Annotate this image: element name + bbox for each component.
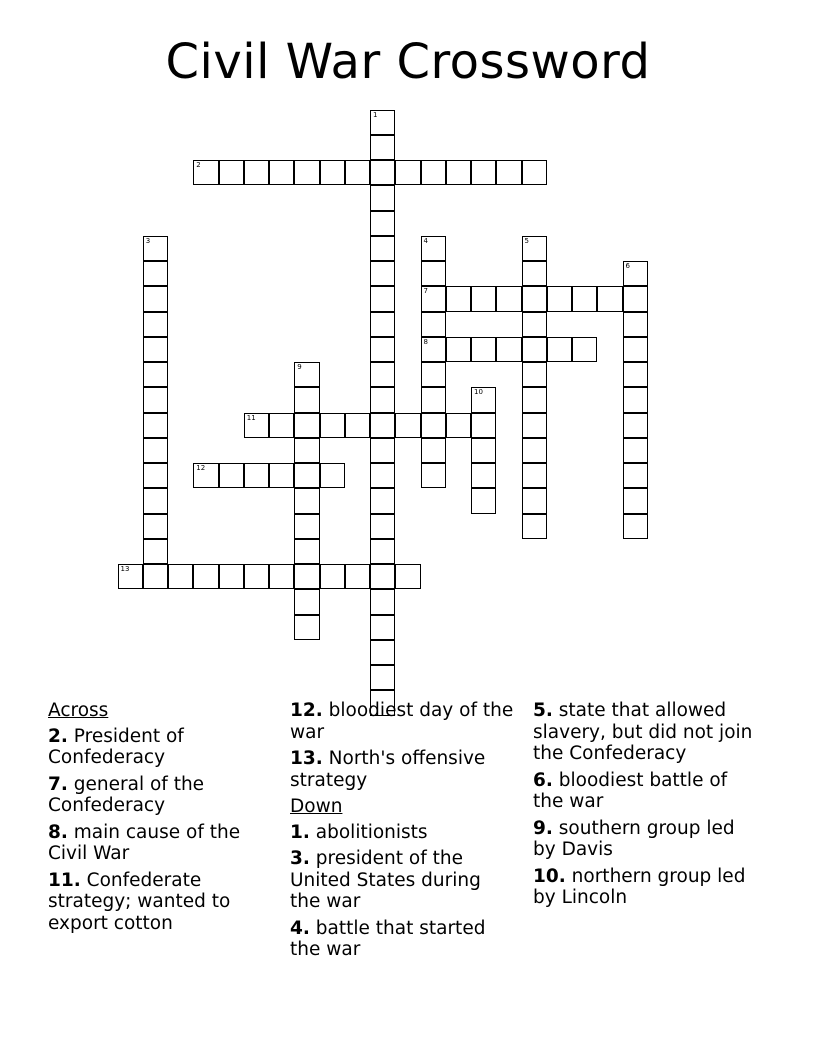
grid-cell[interactable] (446, 337, 471, 362)
grid-cell[interactable] (522, 261, 547, 286)
grid-cell[interactable] (421, 286, 446, 311)
clues-column-2 (290, 700, 515, 966)
grid-cell[interactable] (522, 438, 547, 463)
grid-cell[interactable] (446, 160, 471, 185)
grid-cell[interactable] (143, 539, 168, 564)
grid-cell[interactable] (395, 564, 420, 589)
grid-cell[interactable] (421, 463, 446, 488)
grid-cell[interactable] (143, 564, 168, 589)
grid-cell[interactable] (522, 160, 547, 185)
grid-cell[interactable] (522, 514, 547, 539)
grid-cell[interactable] (294, 463, 319, 488)
grid-cell[interactable] (623, 337, 648, 362)
cell-number: 9 (297, 363, 302, 371)
cell-number: 2 (196, 161, 201, 169)
cell-number: 7 (423, 287, 428, 296)
clue-across-11 (48, 870, 273, 935)
grid-cell[interactable] (269, 413, 294, 438)
clue-number: 2. (48, 725, 68, 747)
grid-cell[interactable] (522, 236, 547, 261)
grid-cell[interactable] (522, 387, 547, 412)
grid-cell[interactable] (471, 488, 496, 513)
grid-cell[interactable] (471, 438, 496, 463)
grid-cell[interactable] (345, 160, 370, 185)
clue-text: state that allowed slavery, but did not join the Confederacy (533, 700, 753, 764)
grid-cell[interactable] (623, 438, 648, 463)
clue-text: general of the Confederacy (48, 773, 205, 816)
grid-cell[interactable] (471, 413, 496, 438)
clue-text: southern group led by Davis (533, 817, 735, 860)
grid-cell[interactable] (320, 413, 345, 438)
grid-cell[interactable] (143, 261, 168, 286)
clue-across-8 (48, 822, 273, 865)
clue-text: northern group led by Lincoln (533, 865, 746, 908)
grid-cell[interactable] (294, 438, 319, 463)
grid-cell[interactable] (143, 362, 168, 387)
clue-number: 9. (533, 817, 553, 839)
grid-cell[interactable] (471, 160, 496, 185)
grid-cell[interactable] (143, 413, 168, 438)
grid-cell[interactable] (623, 362, 648, 387)
grid-cell[interactable] (471, 286, 496, 311)
grid-cell[interactable] (244, 463, 269, 488)
cell-number: 12 (196, 464, 206, 472)
grid-cell[interactable] (320, 564, 345, 589)
clue-number: 13. (290, 748, 323, 769)
grid-cell[interactable] (294, 488, 319, 513)
clue-down-5 (533, 700, 758, 765)
grid-cell[interactable] (244, 413, 269, 438)
grid-cell[interactable] (522, 413, 547, 438)
grid-cell[interactable] (421, 387, 446, 412)
grid-cell[interactable] (395, 413, 420, 438)
grid-cell[interactable] (522, 286, 547, 311)
clue-text: bloodiest battle of the war (533, 769, 728, 812)
grid-cell[interactable] (421, 337, 446, 362)
grid-cell[interactable] (421, 413, 446, 438)
clue-number: 5. (533, 700, 553, 721)
cell-number: 10 (474, 388, 483, 397)
grid-cell[interactable] (572, 286, 597, 311)
grid-cell[interactable] (547, 337, 572, 362)
cell-number: 4 (423, 236, 428, 245)
grid-cell[interactable] (143, 488, 168, 513)
grid-cell[interactable] (370, 463, 395, 488)
grid-cell[interactable] (421, 236, 446, 261)
clue-down-1 (290, 822, 515, 844)
grid-cell[interactable] (320, 463, 345, 488)
clue-number: 4. (290, 917, 310, 939)
grid-cell[interactable] (370, 337, 395, 362)
grid-cell[interactable] (143, 236, 168, 261)
clue-number: 1. (290, 821, 310, 843)
clue-number: 12. (290, 700, 323, 721)
grid-cell[interactable] (370, 261, 395, 286)
cell-number: 13 (120, 565, 130, 573)
grid-cell[interactable] (143, 286, 168, 311)
clue-text: abolitionists (309, 821, 428, 843)
grid-cell[interactable] (219, 463, 244, 488)
grid-cell[interactable] (118, 564, 143, 589)
clue-number: 8. (48, 821, 68, 843)
grid-cell[interactable] (294, 615, 319, 640)
grid-cell[interactable] (370, 438, 395, 463)
grid-cell[interactable] (345, 564, 370, 589)
grid-cell[interactable] (370, 135, 395, 160)
clues-column-1 (48, 700, 273, 939)
grid-cell[interactable] (446, 413, 471, 438)
grid-cell[interactable] (294, 160, 319, 185)
grid-cell[interactable] (370, 564, 395, 589)
grid-cell[interactable] (370, 312, 395, 337)
grid-cell[interactable] (471, 337, 496, 362)
grid-cell[interactable] (219, 564, 244, 589)
grid-cell[interactable] (193, 160, 218, 185)
clue-number: 11. (48, 869, 81, 891)
grid-cell[interactable] (370, 286, 395, 311)
clue-down-4 (290, 918, 515, 961)
clue-text: North's offensive strategy (290, 748, 486, 791)
down-heading: Down (290, 796, 343, 817)
grid-cell[interactable] (370, 387, 395, 412)
grid-cell[interactable] (370, 488, 395, 513)
grid-cell[interactable] (421, 261, 446, 286)
grid-cell[interactable] (370, 665, 395, 690)
grid-cell[interactable] (572, 337, 597, 362)
clue-across-13 (290, 748, 515, 791)
clue-down-6 (533, 770, 758, 813)
grid-cell[interactable] (446, 286, 471, 311)
cell-number: 5 (524, 236, 529, 245)
grid-cell[interactable] (143, 514, 168, 539)
across-heading: Across (48, 700, 109, 721)
grid-cell[interactable] (143, 337, 168, 362)
grid-cell[interactable] (370, 110, 395, 135)
grid-cell[interactable] (623, 488, 648, 513)
grid-cell[interactable] (547, 286, 572, 311)
grid-cell[interactable] (345, 413, 370, 438)
clue-down-3 (290, 848, 515, 913)
grid-cell[interactable] (294, 362, 319, 387)
grid-cell[interactable] (370, 160, 395, 185)
grid-cell[interactable] (496, 286, 521, 311)
grid-cell[interactable] (496, 337, 521, 362)
grid-cell[interactable] (294, 589, 319, 614)
clue-across-2 (48, 726, 273, 769)
clues-column-3 (533, 700, 758, 914)
grid-cell[interactable] (522, 362, 547, 387)
clue-number: 10. (533, 865, 566, 887)
clue-down-10 (533, 866, 758, 909)
grid-cell[interactable] (370, 362, 395, 387)
grid-cell[interactable] (623, 312, 648, 337)
cell-number: 11 (246, 413, 256, 422)
clue-text: bloodiest day of the war (290, 700, 514, 743)
clue-across-7 (48, 774, 273, 817)
grid-cell[interactable] (421, 362, 446, 387)
grid-cell[interactable] (294, 514, 319, 539)
clue-text: battle that started the war (290, 917, 486, 960)
clue-text: president of the United States during the war (290, 848, 481, 912)
clue-across-12 (290, 700, 515, 743)
grid-cell[interactable] (244, 564, 269, 589)
grid-cell[interactable] (269, 564, 294, 589)
grid-cell[interactable] (269, 463, 294, 488)
clue-down-9 (533, 818, 758, 861)
grid-cell[interactable] (370, 185, 395, 210)
grid-cell[interactable] (143, 463, 168, 488)
grid-cell[interactable] (193, 564, 218, 589)
grid-cell[interactable] (623, 514, 648, 539)
grid-cell[interactable] (219, 160, 244, 185)
grid-cell[interactable] (623, 286, 648, 311)
clue-number: 3. (290, 848, 310, 869)
clue-text: main cause of the Civil War (48, 821, 241, 864)
grid-cell[interactable] (623, 261, 648, 286)
grid-cell[interactable] (370, 539, 395, 564)
grid-cell[interactable] (522, 463, 547, 488)
grid-cell[interactable] (294, 387, 319, 412)
grid-cell[interactable] (193, 463, 218, 488)
grid-cell[interactable] (370, 615, 395, 640)
cell-number: 3 (145, 236, 151, 245)
grid-cell[interactable] (522, 337, 547, 362)
grid-cell[interactable] (496, 160, 521, 185)
grid-cell[interactable] (370, 413, 395, 438)
grid-cell[interactable] (471, 387, 496, 412)
grid-cell[interactable] (269, 160, 294, 185)
clue-text: Confederate strategy; wanted to export cotton (48, 869, 231, 934)
clue-number: 7. (48, 773, 68, 795)
grid-cell[interactable] (623, 463, 648, 488)
page-title: Civil War Crossword (165, 34, 651, 90)
grid-cell[interactable] (623, 387, 648, 412)
clue-text: President of Confederacy (48, 725, 184, 768)
grid-cell[interactable] (294, 564, 319, 589)
grid-cell[interactable] (623, 413, 648, 438)
grid-cell[interactable] (244, 160, 269, 185)
grid-cell[interactable] (370, 589, 395, 614)
grid-cell[interactable] (395, 160, 420, 185)
grid-cell[interactable] (421, 312, 446, 337)
grid-cell[interactable] (143, 438, 168, 463)
cell-number: 6 (625, 262, 630, 270)
grid-cell[interactable] (370, 236, 395, 261)
grid-cell[interactable] (471, 463, 496, 488)
grid-cell[interactable] (294, 539, 319, 564)
grid-cell[interactable] (522, 488, 547, 513)
grid-cell[interactable] (522, 312, 547, 337)
grid-cell[interactable] (370, 640, 395, 665)
grid-cell[interactable] (421, 438, 446, 463)
cell-number: 1 (373, 110, 378, 119)
grid-cell[interactable] (168, 564, 193, 589)
grid-cell[interactable] (421, 160, 446, 185)
grid-cell[interactable] (294, 413, 319, 438)
clue-number: 6. (533, 769, 553, 791)
grid-cell[interactable] (143, 387, 168, 412)
grid-cell[interactable] (143, 312, 168, 337)
grid-cell[interactable] (370, 211, 395, 236)
grid-cell[interactable] (597, 286, 622, 311)
grid-cell[interactable] (320, 160, 345, 185)
cell-number: 8 (423, 337, 428, 346)
grid-cell[interactable] (370, 514, 395, 539)
